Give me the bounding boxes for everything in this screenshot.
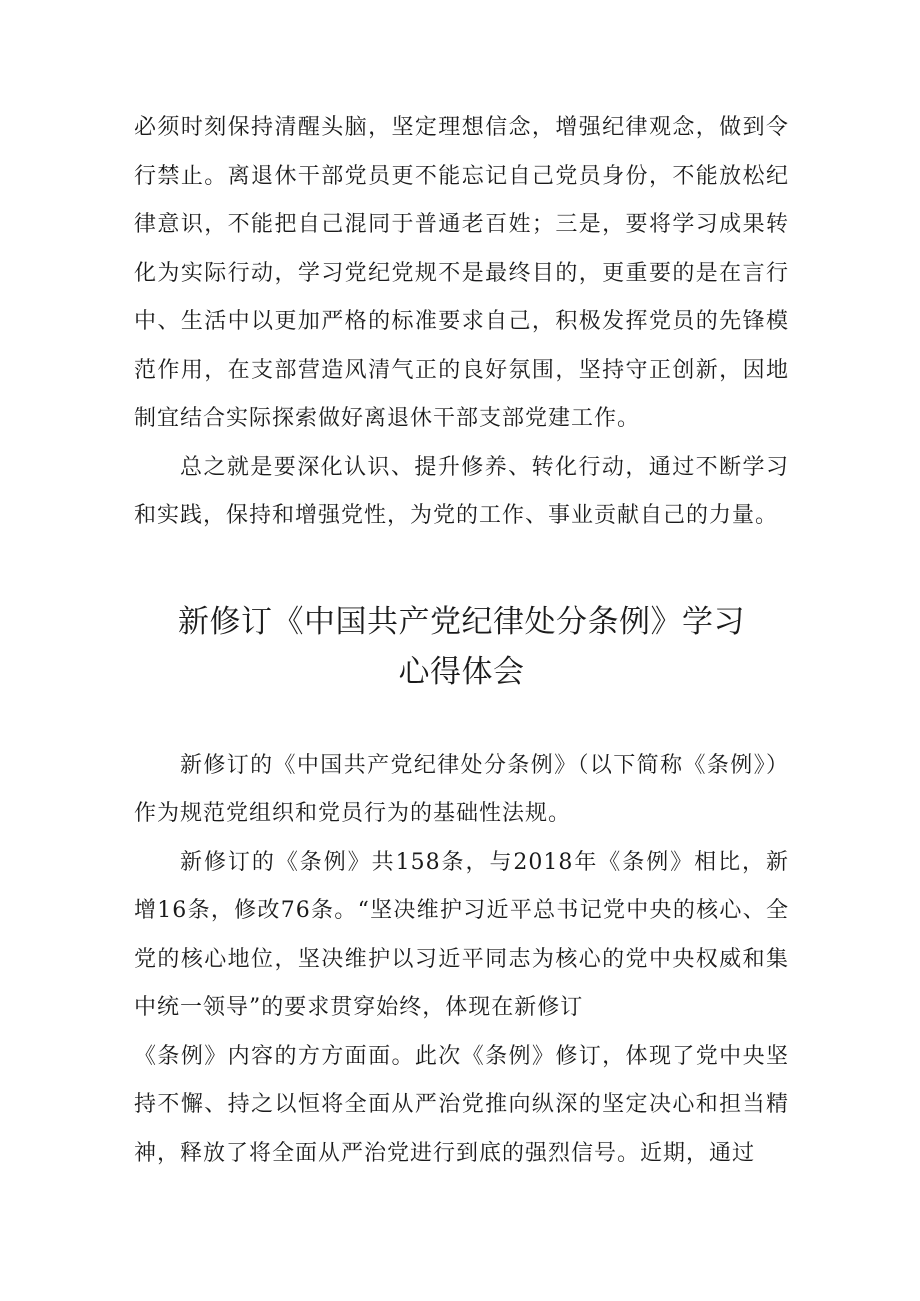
- paragraph-revision-significance: 《条例》内容的方方面面。此次《条例》修订，体现了党中央坚持不懈、持之以恒将全面从严治党推向纵深的坚定决心和担当精神，释放了将全面从严治党进行到底的强烈信号。近期，通过: [134, 1043, 789, 1166]
- document-body: [134, 104, 789, 1178]
- section-title-line-2: 心得体会: [398, 653, 525, 690]
- section-title-line-1: 新修订《中国共产党纪律处分条例》学习: [178, 603, 745, 640]
- paragraph-revision-stats: 新修订的《条例》共158条，与2018年《条例》相比，新增16条，修改76条。“坚决维护习近平总书记党中央的核心、全党的核心地位，坚决维护以习近平同志为核心的党中央权威和集中统一领导”的要求贯穿始终，体现在新修订: [134, 849, 789, 1020]
- paragraph-continuation: 必须时刻保持清醒头脑，坚定理想信念，增强纪律观念，做到令行禁止。离退休干部党员更不能忘记自己党员身份，不能放松纪律意识，不能把自己混同于普通老百姓；三是，要将学习成果转化为实际行动，学习党纪党规不是最终目的，更重要的是在言行中、生活中以更加严格的标准要求自己，积极发挥党员的先锋模范作用，在支部营造风清气正的良好氛围，坚持守正创新，因地制宜结合实际探索做好离退休干部支部党建工作。: [134, 115, 789, 431]
- paragraph-intro: 新修订的《中国共产党纪律处分条例》（以下简称《条例》）作为规范党组织和党员行为的基础性法规。: [134, 752, 789, 826]
- section-title: [134, 597, 789, 697]
- paragraph-summary: 总之就是要深化认识、提升修养、转化行动，通过不断学习和实践，保持和增强党性，为党的工作、事业贡献自己的力量。: [134, 454, 789, 528]
